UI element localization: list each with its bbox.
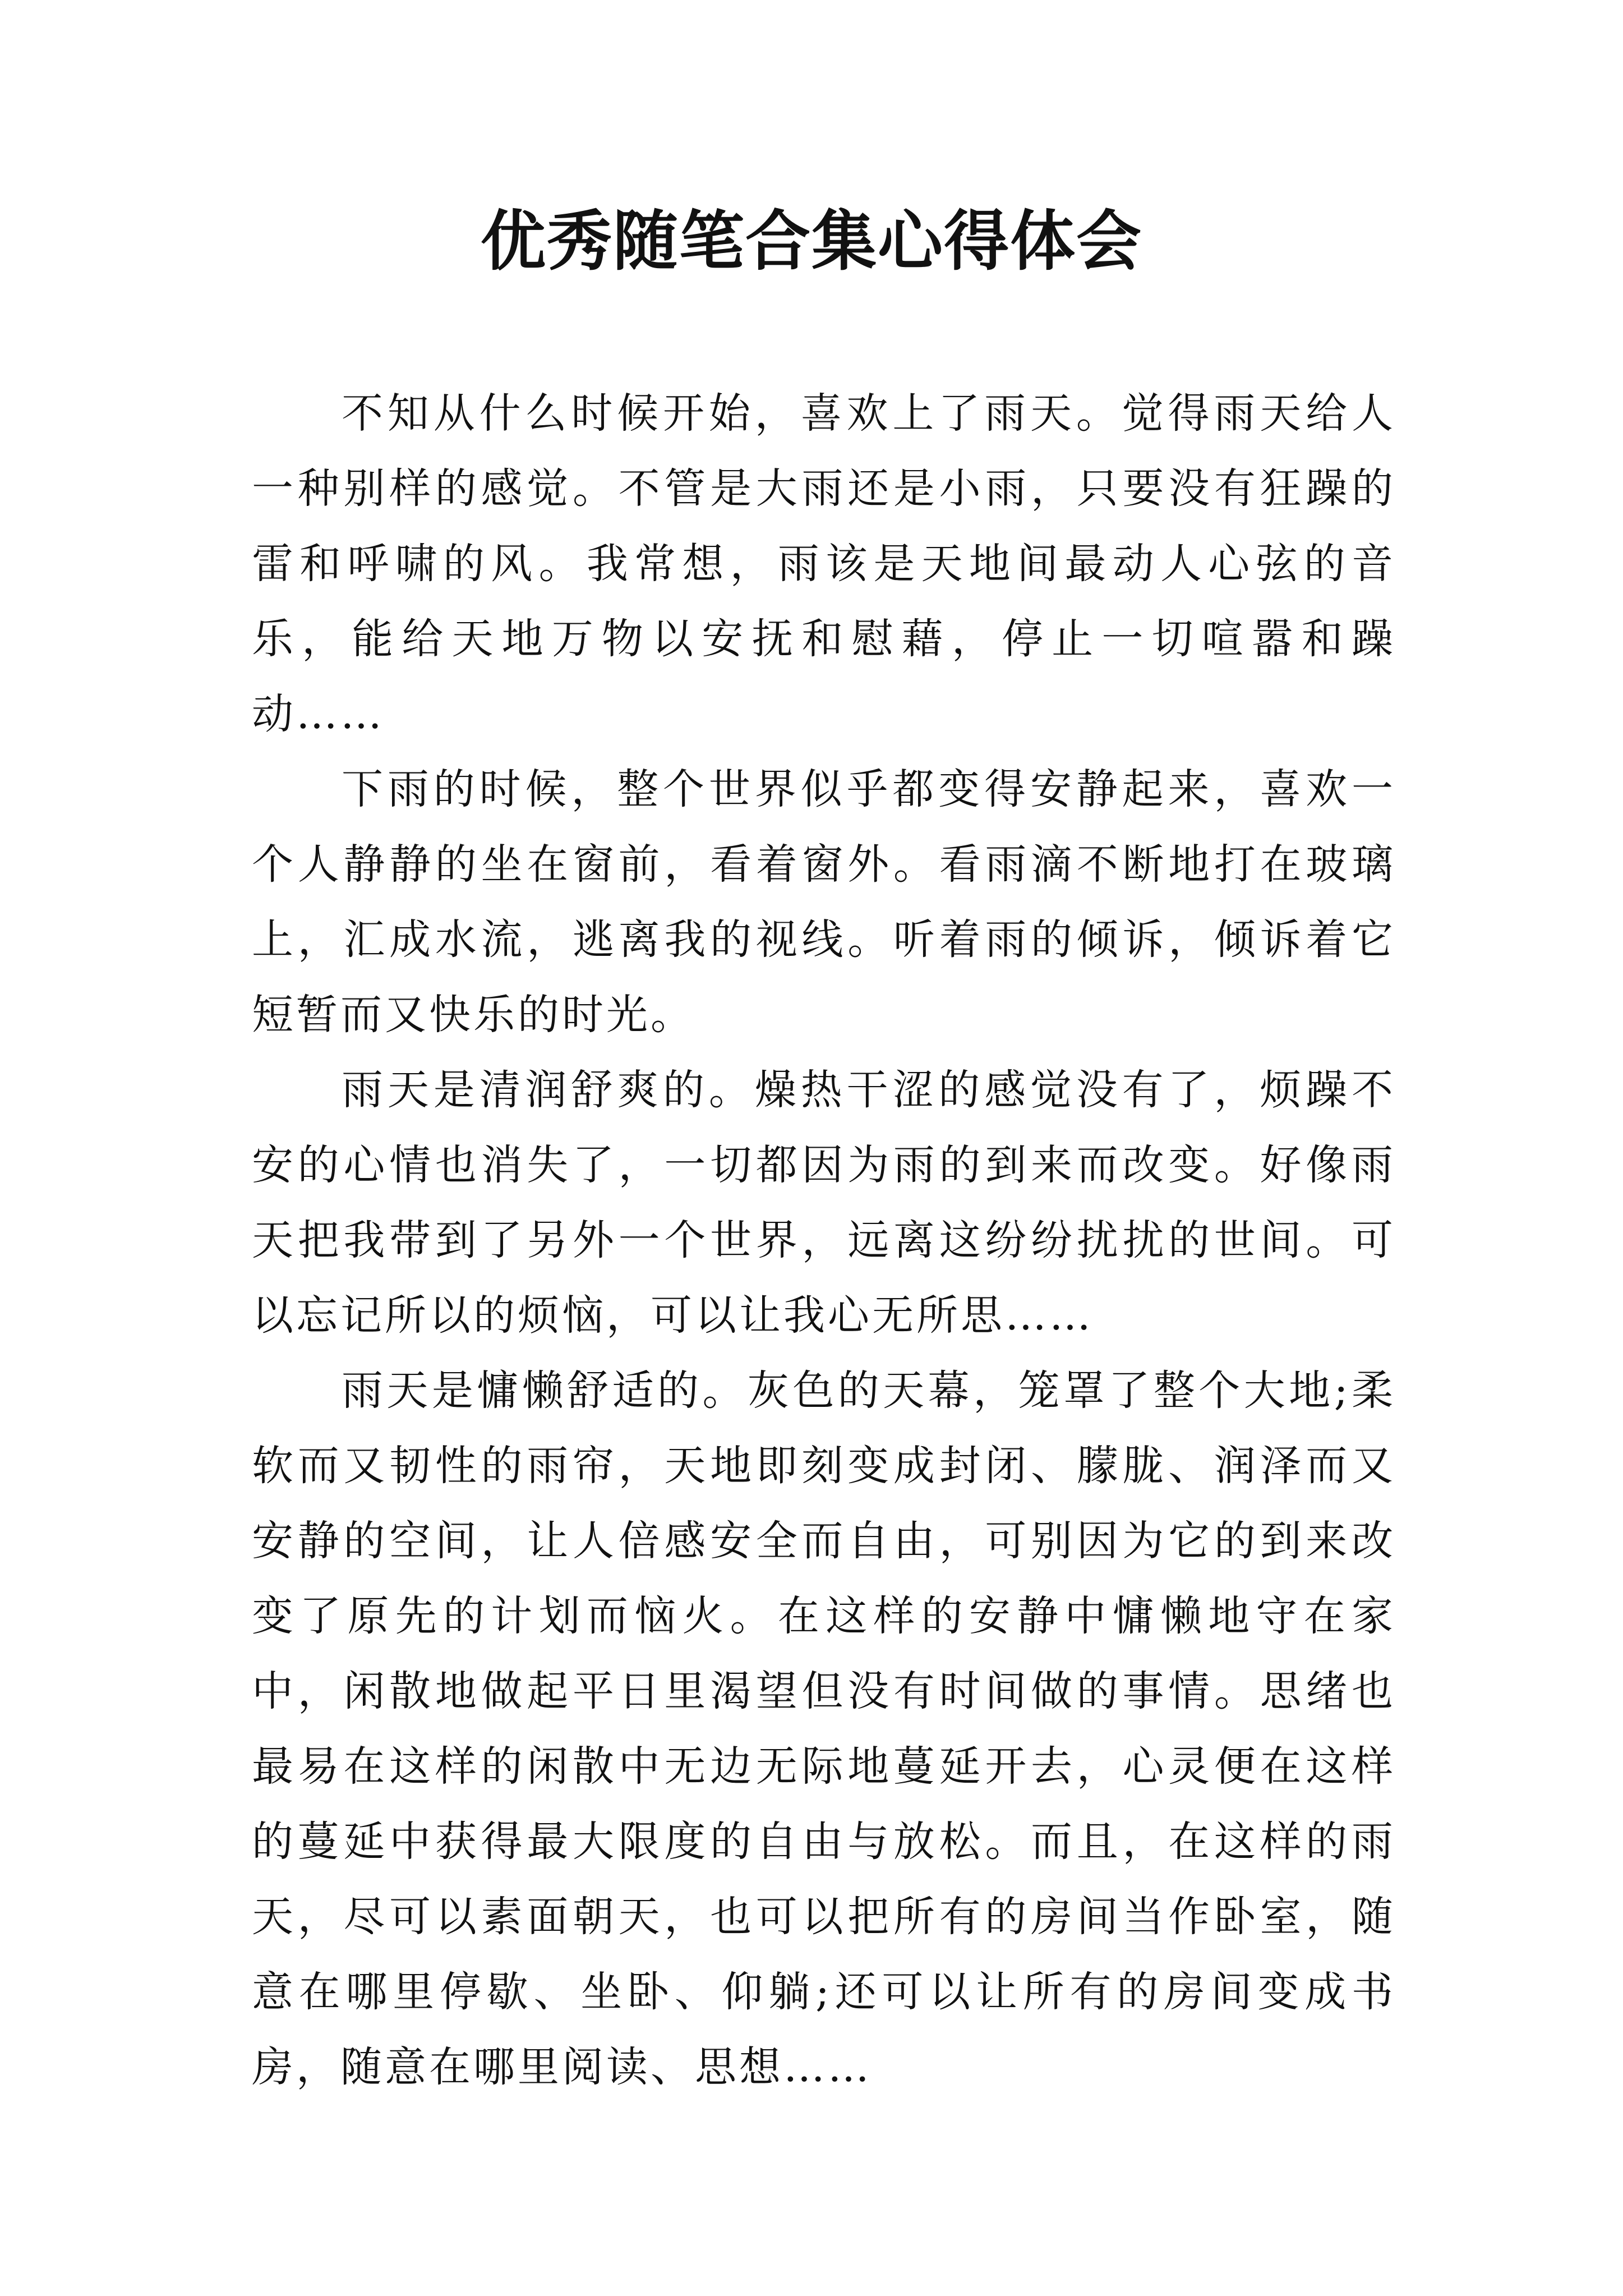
- paragraph-3: 雨天是清润舒爽的。燥热干涩的感觉没有了，烦躁不安的心情也消失了，一切都因为雨的到来而改变。好像雨天把我带到了另外一个世界，远离这纷纷扰扰的世间。可以忘记所以的烦恼，可以让我心无所思……: [252, 1066, 1396, 1340]
- document-body: [252, 376, 1396, 2105]
- paragraph-1: 不知从什么时候开始，喜欢上了雨天。觉得雨天给人一种别样的感觉。不管是大雨还是小雨，只要没有狂躁的雷和呼啸的风。我常想，雨该是天地间最动人心弦的音乐，能给天地万物以安抚和慰藉，停止一切喧嚣和躁动……: [252, 389, 1396, 738]
- paragraph-4: 雨天是慵懒舒适的。灰色的天幕，笼罩了整个大地;柔软而又韧性的雨帘，天地即刻变成封闭、朦胧、润泽而又安静的空间，让人倍感安全而自由，可别因为它的到来改变了原先的计划而恼火。在这样的安静中慵懒地守在家中，闲散地做起平日里渴望但没有时间做的事情。思绪也最易在这样的闲散中无边无际地蔓延开去，心灵便在这样的蔓延中获得最大限度的自由与放松。而且，在这样的雨天，尽可以素面朝天，也可以把所有的房间当作卧室，随意在哪里停歇、坐卧、仰躺;还可以让所有的房间变成书房，随意在哪里阅读、思想……: [252, 1366, 1396, 2091]
- document-title: 优秀随笔合集心得体会: [481, 203, 1142, 279]
- paragraph-2: 下雨的时候，整个世界似乎都变得安静起来，喜欢一个人静静的坐在窗前，看着窗外。看雨滴不断地打在玻璃上，汇成水流，逃离我的视线。听着雨的倾诉，倾诉着它短暂而又快乐的时光。: [252, 765, 1396, 1039]
